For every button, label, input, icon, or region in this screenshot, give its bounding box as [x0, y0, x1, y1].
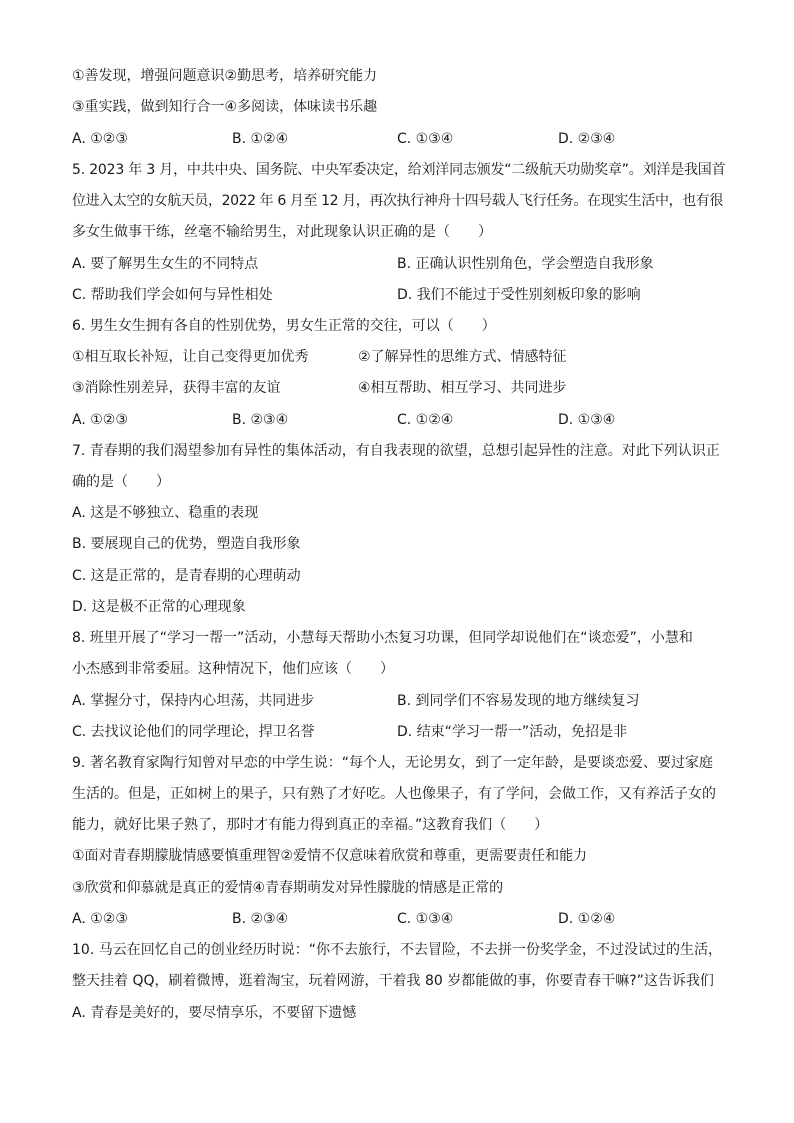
q4-option-c[interactable]: C. ①③④ [397, 131, 454, 147]
q8-option-d[interactable]: D. 结束“学习一帮一”活动，免招是非 [397, 724, 628, 740]
q4-statement-2: ③重实践，做到知行合一④多阅读，体味读书乐趣 [72, 99, 378, 115]
q5-stem-line-1: 5. 2023 年 3 月，中共中央、国务院、中央军委决定，给刘洋同志颁发“二级航天功勋奖章”。刘洋是我国首 [72, 162, 726, 178]
q5-option-b[interactable]: B. 正确认识性别角色，学会塑造自我形象 [397, 256, 654, 272]
q9-statement-2: ③欣赏和仰慕就是真正的爱情④青春期萌发对异性朦胧的情感是正常的 [72, 880, 504, 896]
q6-option-b[interactable]: B. ②③④ [232, 412, 289, 428]
q7-option-d[interactable]: D. 这是极不正常的心理现象 [72, 599, 246, 615]
q8-option-a[interactable]: A. 掌握分寸，保持内心坦荡，共同进步 [72, 693, 315, 709]
q9-option-d[interactable]: D. ①②④ [558, 911, 616, 927]
q6-option-d[interactable]: D. ①③④ [558, 412, 616, 428]
q7-option-a[interactable]: A. 这是不够独立、稳重的表现 [72, 505, 259, 521]
q6-option-c[interactable]: C. ①②④ [397, 412, 454, 428]
q8-stem-line-2: 小杰感到非常委屈。这种情况下，他们应该（ ） [72, 661, 394, 677]
q5-option-c[interactable]: C. 帮助我们学会如何与异性相处 [72, 287, 273, 303]
q5-option-d[interactable]: D. 我们不能过于受性别刻板印象的影响 [397, 287, 641, 303]
q9-option-a[interactable]: A. ①②③ [72, 911, 128, 927]
q9-stem-line-1: 9. 著名教育家陶行知曾对早恋的中学生说：“每个人，无论男女，到了一定年龄，是要谈恋爱、要过家庭 [72, 755, 714, 771]
q6-stem: 6. 男生女生拥有各自的性别优势，男女生正常的交往，可以（ ） [72, 318, 496, 334]
q7-option-c[interactable]: C. 这是正常的，是青春期的心理萌动 [72, 568, 301, 584]
q5-stem-line-2: 位进入太空的女航天员，2022 年 6 月至 12 月，再次执行神舟十四号载人飞行任务。在现实生活中，也有很 [72, 193, 723, 209]
q5-option-a[interactable]: A. 要了解男生女生的不同特点 [72, 256, 259, 272]
q6-option-a[interactable]: A. ①②③ [72, 412, 128, 428]
q5-stem-line-3: 多女生做事干练，丝毫不输给男生，对此现象认识正确的是（ ） [72, 224, 492, 240]
q6-statement-2: ②了解异性的思维方式、情感特征 [358, 349, 567, 365]
q8-option-b[interactable]: B. 到同学们不容易发现的地方继续复习 [397, 693, 640, 709]
q10-option-a[interactable]: A. 青春是美好的，要尽情享乐，不要留下遗憾 [72, 1005, 357, 1021]
q9-stem-line-2: 生活的。但是，正如树上的果子，只有熟了才好吃。人也像果子，有了学问，会做工作，又有养活子女的 [72, 786, 716, 802]
q4-statement-1: ①善发现，增强问题意识②勤思考，培养研究能力 [72, 68, 378, 84]
q7-stem-line-2: 确的是（ ） [72, 474, 170, 490]
q8-option-c[interactable]: C. 去找议论他们的同学理论，捍卫名誉 [72, 724, 315, 740]
q10-stem-line-2: 整天挂着 QQ，刷着微博，逛着淘宝，玩着网游，干着我 80 岁都能做的事，你要青春干嘛?”这告诉我们 [72, 973, 714, 989]
q9-option-c[interactable]: C. ①③④ [397, 911, 454, 927]
q9-option-b[interactable]: B. ②③④ [232, 911, 289, 927]
q6-statement-1: ①相互取长补短，让自己变得更加优秀 [72, 349, 309, 365]
q7-stem-line-1: 7. 青春期的我们渴望参加有异性的集体活动，有自我表现的欲望，总想引起异性的注意。对此下列认识正 [72, 443, 720, 459]
q4-option-d[interactable]: D. ②③④ [558, 131, 616, 147]
q9-statement-1: ①面对青春期朦胧情感要慎重理智②爱情不仅意味着欣赏和尊重，更需要责任和能力 [72, 848, 588, 864]
q7-option-b[interactable]: B. 要展现自己的优势，塑造自我形象 [72, 536, 301, 552]
q4-option-b[interactable]: B. ①②④ [232, 131, 289, 147]
q10-stem-line-1: 10. 马云在回忆自己的创业经历时说：“你不去旅行，不去冒险，不去拼一份奖学金，不过没试过的生活， [72, 942, 722, 958]
q6-statement-3: ③消除性别差异，获得丰富的友谊 [72, 380, 281, 396]
q9-stem-line-3: 能力，就好比果子熟了，那时才有能力得到真正的幸福。”这教育我们（ ） [72, 817, 549, 833]
q8-stem-line-1: 8. 班里开展了“学习一帮一”活动，小慧每天帮助小杰复习功课，但同学却说他们在“谈恋爱”，小慧和 [72, 630, 693, 646]
q4-option-a[interactable]: A. ①②③ [72, 131, 128, 147]
q6-statement-4: ④相互帮助、相互学习、共同进步 [358, 380, 567, 396]
